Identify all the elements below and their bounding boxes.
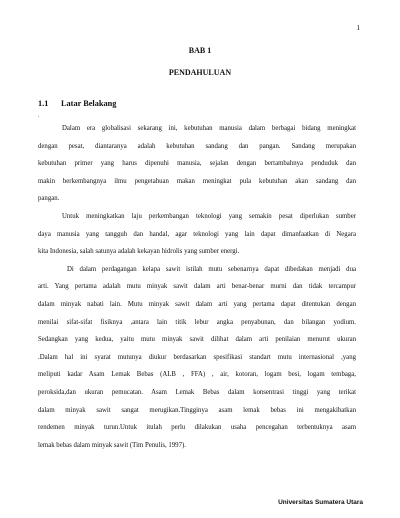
page-number: 1 <box>356 24 360 32</box>
chapter-label: BAB 1 <box>188 46 212 55</box>
text-line: kita Indonesia, salah satunya adalah kekayan hidrolis yang sumber energi. <box>38 248 240 256</box>
text-line: kebutuhan primer yang harus dipenuhi manusia, sejalan dengan bertambahnya penduduk dan <box>38 160 356 168</box>
section-heading <box>38 99 116 108</box>
text-line: Untuk meningkatkan laju perkembangan teknologi yang semakin pesat diperlukan sumber <box>62 212 356 220</box>
section-title: Latar Belakang <box>61 99 117 108</box>
text-line: dalam minyak nabati lain. Mutu minyak sawit dalam arti yang pertama dapat ditentukan dengan <box>38 300 356 308</box>
chapter-title: PENDAHULUAN <box>168 68 232 77</box>
text-line: daya manusia yang tangguh dan handal, agar teknologi yang lain dapat dimanfaatkan di Negara <box>38 230 356 238</box>
text-line: lemak bebas dalam minyak sawit (Tim Penulis, 1997). <box>38 441 186 449</box>
footer-institution: Universitas Sumatera Utara <box>278 499 363 506</box>
section-number: 1.1 <box>38 99 49 108</box>
paragraph-2 <box>38 208 356 261</box>
text-line: Di dalam perdagangan kelapa sawit istilah mutu sebenarnya dapat dibedakan menjadi dua <box>67 265 356 273</box>
body-text <box>38 120 356 454</box>
text-line: arti. Yang pertama adalah mutu minyak sawit dalam arti benar-benar murni dan tidak tercampur <box>38 283 356 291</box>
text-line: dalam minyak sawit sangat merugikan.Tingginya asam lemak bebas ini mengakibatkan <box>38 406 356 414</box>
paragraph-1 <box>38 120 356 208</box>
text-line: Sedangkan yang kedua, yaitu mutu minyak sawit dilihat dalam arti penilaian menurut ukuran <box>38 336 356 344</box>
text-line: menilai sifat-sifat fisiknya ,antara lain titik lebur angka penyabunan, dan bilangan yodium. <box>38 318 356 326</box>
paragraph-3 <box>38 261 356 455</box>
text-line: meliputi kadar Asam Lemak Bebas (ALB , FFA) , air, kotoran, logam besi, logam tembaga, <box>38 371 356 379</box>
text-line: .Dalam hal ini syarat mutunya diukur berdasarkan spesifikasi standart mutu internasional ,yang <box>38 353 356 361</box>
text-line: Dalam era globalisasi sekarang ini, kebutuhan manusia dalam berbagai bidang meningkat <box>62 125 356 132</box>
text-line: pangan. <box>38 195 60 203</box>
stray-mark: . <box>38 113 40 119</box>
text-line: peroksida,dan ukuran pemucatan. Asam Lemak Bebas dalam konsentrasi tinggi yang terikat <box>38 388 356 396</box>
text-line: rendemen minyak turun.Untuk itulah perlu dilakukan usaha pencegahan terbentuknya asam <box>38 424 356 432</box>
text-line: makin berkembangnya ilmu pengetahuan makan meningkat pula kebutuhan akan sandang dan <box>38 177 356 185</box>
text-line: dengan pesat, diantaranya adalah kebutuhan sandang dan pangan. Sandang merupakan <box>38 142 356 150</box>
